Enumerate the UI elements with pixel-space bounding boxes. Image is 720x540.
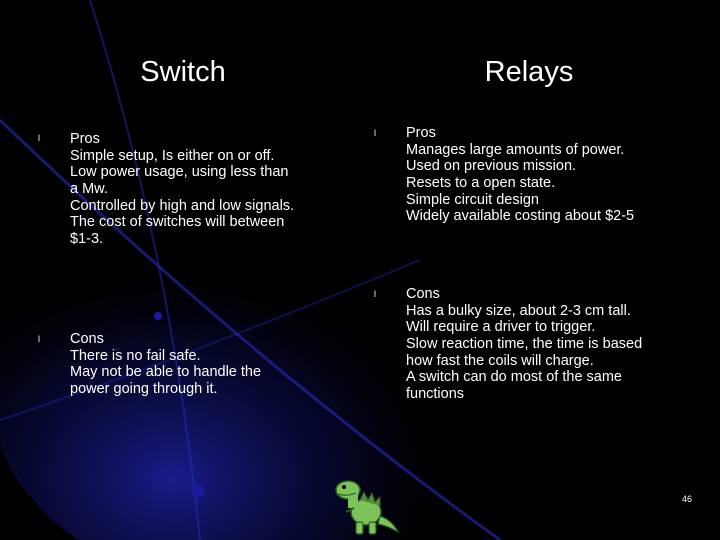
relays-pros-line: Manages large amounts of power. <box>406 141 625 158</box>
relays-pros-list <box>406 125 686 225</box>
bullet-marker: l <box>374 289 376 299</box>
relays-heading: Relays <box>484 56 574 88</box>
relays-pros-line: Widely available costing about $2-5 <box>406 208 635 225</box>
switch-pros-line: The cost of switches will between <box>70 214 285 231</box>
switch-heading: Switch <box>140 56 226 88</box>
switch-cons-line: There is no fail safe. <box>70 347 201 364</box>
bullet-marker: l <box>38 334 40 344</box>
relays-cons-line: how fast the coils will charge. <box>406 352 594 369</box>
relays-pros-line: Used on previous mission. <box>406 158 577 175</box>
relays-cons-line: Cons <box>406 286 440 302</box>
switch-pros-line: Pros <box>70 131 100 147</box>
switch-pros-list <box>70 131 330 248</box>
relays-cons-line: Has a bulky size, about 2-3 cm tall. <box>406 302 631 319</box>
switch-pros-line: Low power usage, using less than <box>70 164 289 181</box>
switch-cons-line: power going through it. <box>70 381 218 398</box>
relays-pros-line: Resets to a open state. <box>406 175 556 192</box>
relays-cons-line: Slow reaction time, the time is based <box>406 336 643 353</box>
relays-cons-line: functions <box>406 386 465 403</box>
bullet-marker: l <box>374 128 376 138</box>
switch-cons-line: Cons <box>70 331 104 347</box>
relays-pros-line: Simple circuit design <box>406 191 539 208</box>
bullet-marker: l <box>38 133 40 143</box>
dinosaur-clipart-icon <box>330 476 400 538</box>
switch-cons-line: May not be able to handle the <box>70 364 262 381</box>
switch-pros-line: Simple setup, Is either on or off. <box>70 147 275 164</box>
switch-cons-list <box>70 331 330 398</box>
switch-pros-line: Controlled by high and low signals. <box>70 197 295 214</box>
relays-pros-line: Pros <box>406 125 436 141</box>
relays-cons-line: Will require a driver to trigger. <box>406 319 596 336</box>
switch-pros-line: a Mw. <box>70 181 108 198</box>
page-number: 46 <box>681 494 692 504</box>
relays-cons-line: A switch can do most of the same <box>406 369 622 386</box>
relays-cons-list <box>406 286 686 403</box>
switch-pros-line: $1-3. <box>70 231 104 248</box>
